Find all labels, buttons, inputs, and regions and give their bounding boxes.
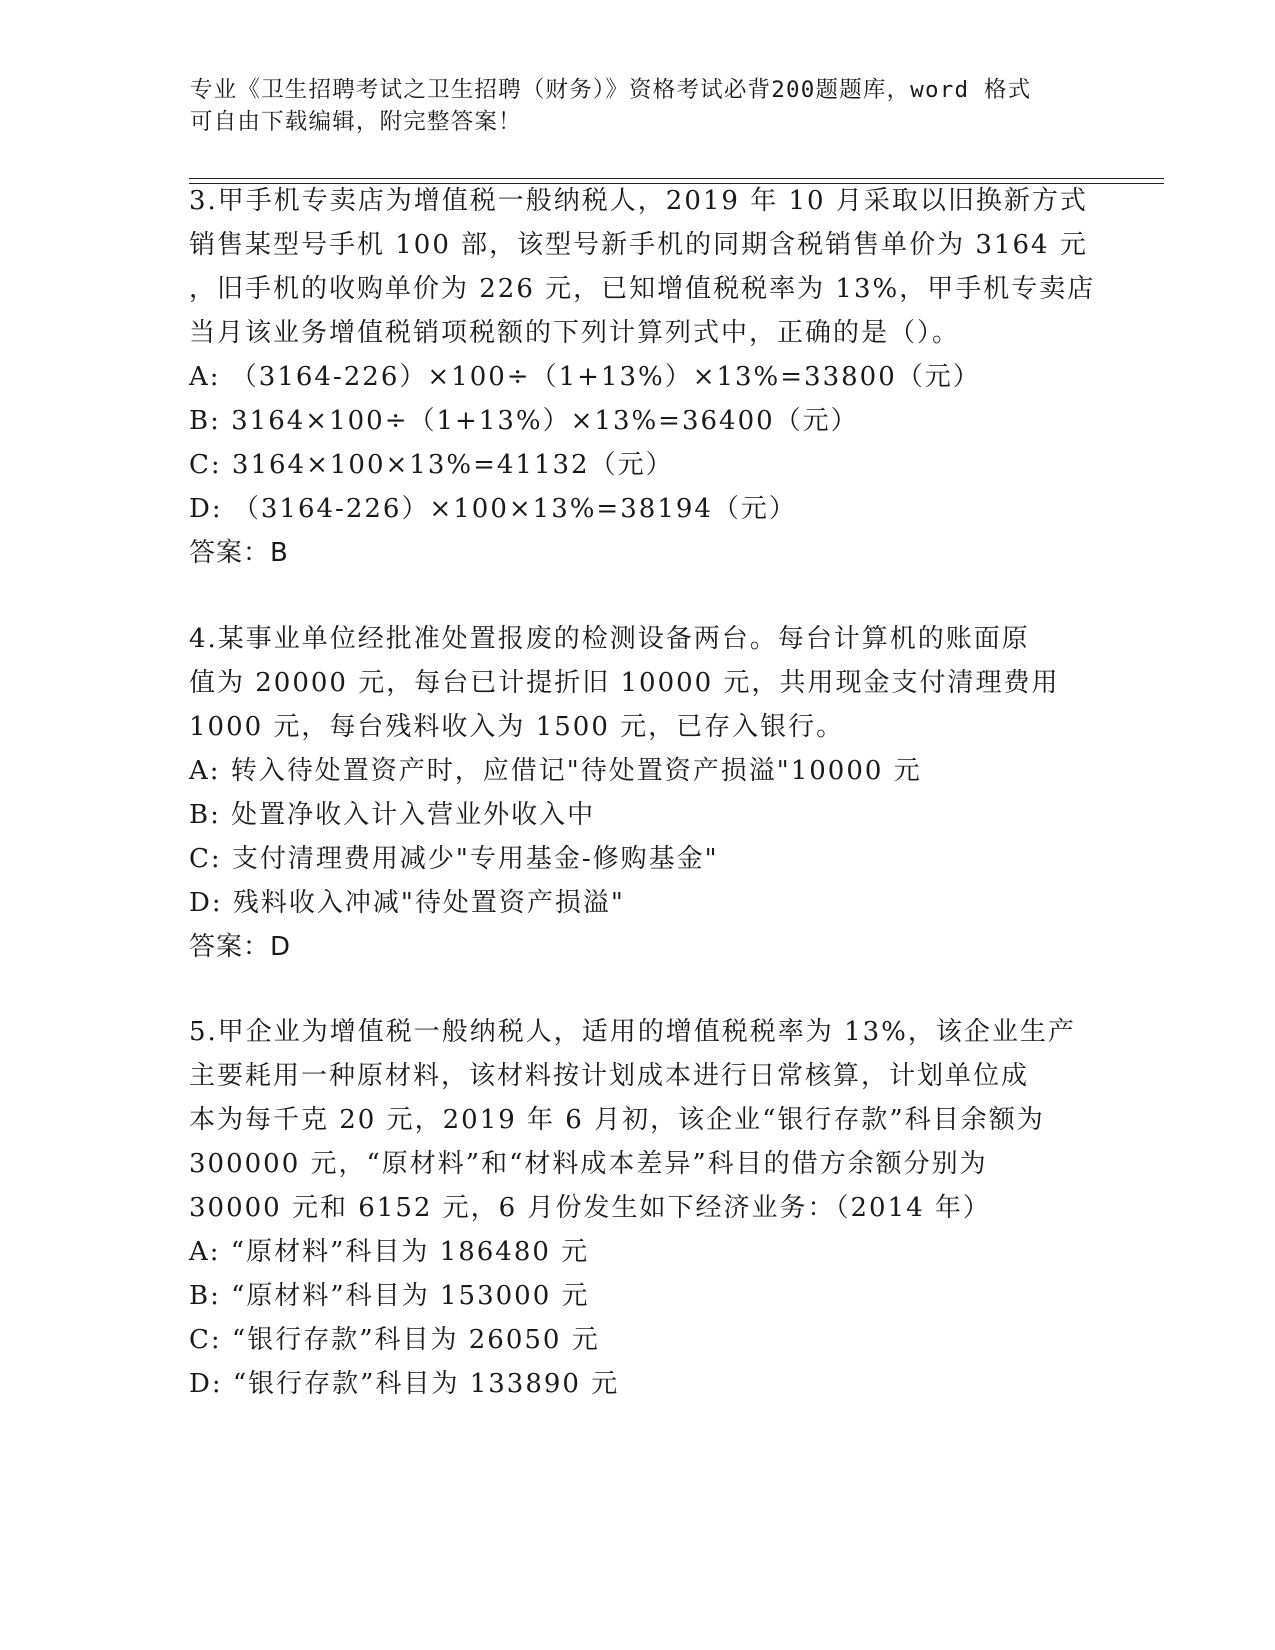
q5-option-d: D: “银行存款”科目为 133890 元 <box>189 1369 620 1399</box>
q4-option-d: D: 残料收入冲减"待处置资产损溢" <box>189 888 625 918</box>
q3-stem-line-2: 销售某型号手机 100 部，该型号新手机的同期含税销售单价为 3164 元 <box>189 230 1088 260</box>
q5-option-c: C: “银行存款”科目为 26050 元 <box>189 1325 600 1355</box>
q4-option-c: C: 支付清理费用减少"专用基金-修购基金" <box>189 844 719 874</box>
q3-option-b: B: 3164×100÷（1+13%）×13%=36400（元） <box>189 406 859 436</box>
header-divider-top <box>189 178 1164 179</box>
q4-option-b: B: 处置净收入计入营业外收入中 <box>189 800 596 830</box>
q4-stem-line-2: 值为 20000 元，每台已计提折旧 10000 元，共用现金支付清理费用 <box>189 668 1060 698</box>
q5-stem-line-1: 5.甲企业为增值税一般纳税人，适用的增值税税率为 13%，该企业生产 <box>189 1017 1076 1047</box>
q5-stem-line-2: 主要耗用一种原材料，该材料按计划成本进行日常核算，计划单位成 <box>189 1061 1030 1091</box>
q3-answer: 答案：B <box>189 538 289 568</box>
q5-option-a: A: “原材料”科目为 186480 元 <box>189 1237 590 1267</box>
q3-stem-line-4: 当月该业务增值税销项税额的下列计算列式中，正确的是（）。 <box>189 318 961 348</box>
q4-option-a: A: 转入待处置资产时，应借记"待处置资产损溢"10000 元 <box>189 756 922 786</box>
q3-stem-line-1: 3.甲手机专卖店为增值税一般纳税人，2019 年 10 月采取以旧换新方式 <box>189 186 1088 216</box>
q5-stem-line-3: 本为每千克 20 元，2019 年 6 月初，该企业“银行存款”科目余额为 <box>189 1105 1045 1135</box>
header-line-2: 可自由下载编辑，附完整答案！ <box>190 109 522 135</box>
q4-stem-line-1: 4.某事业单位经批准处置报废的检测设备两台。每台计算机的账面原 <box>189 624 1030 654</box>
q5-stem-line-5: 30000 元和 6152 元，6 月份发生如下经济业务：（2014 年） <box>189 1193 991 1223</box>
q3-option-d: D: （3164-226）×100×13%=38194（元） <box>189 494 797 524</box>
q3-option-c: C: 3164×100×13%=41132（元） <box>189 450 674 480</box>
q4-answer: 答案：D <box>189 932 292 962</box>
q5-option-b: B: “原材料”科目为 153000 元 <box>189 1281 590 1311</box>
q3-option-a: A: （3164-226）×100÷（1+13%）×13%=33800（元） <box>189 362 981 392</box>
document-header <box>190 74 1090 138</box>
header-line-1: 专业《卫生招聘考试之卫生招聘（财务）》资格考试必背200题题库，word 格式 <box>190 77 1032 103</box>
q3-stem-line-3: ，旧手机的收购单价为 226 元，已知增值税税率为 13%，甲手机专卖店 <box>189 274 1096 304</box>
q4-stem-line-3: 1000 元，每台残料收入为 1500 元，已存入银行。 <box>189 712 845 742</box>
q5-stem-line-4: 300000 元，“原材料”和“材料成本差异”科目的借方余额分别为 <box>189 1149 988 1179</box>
